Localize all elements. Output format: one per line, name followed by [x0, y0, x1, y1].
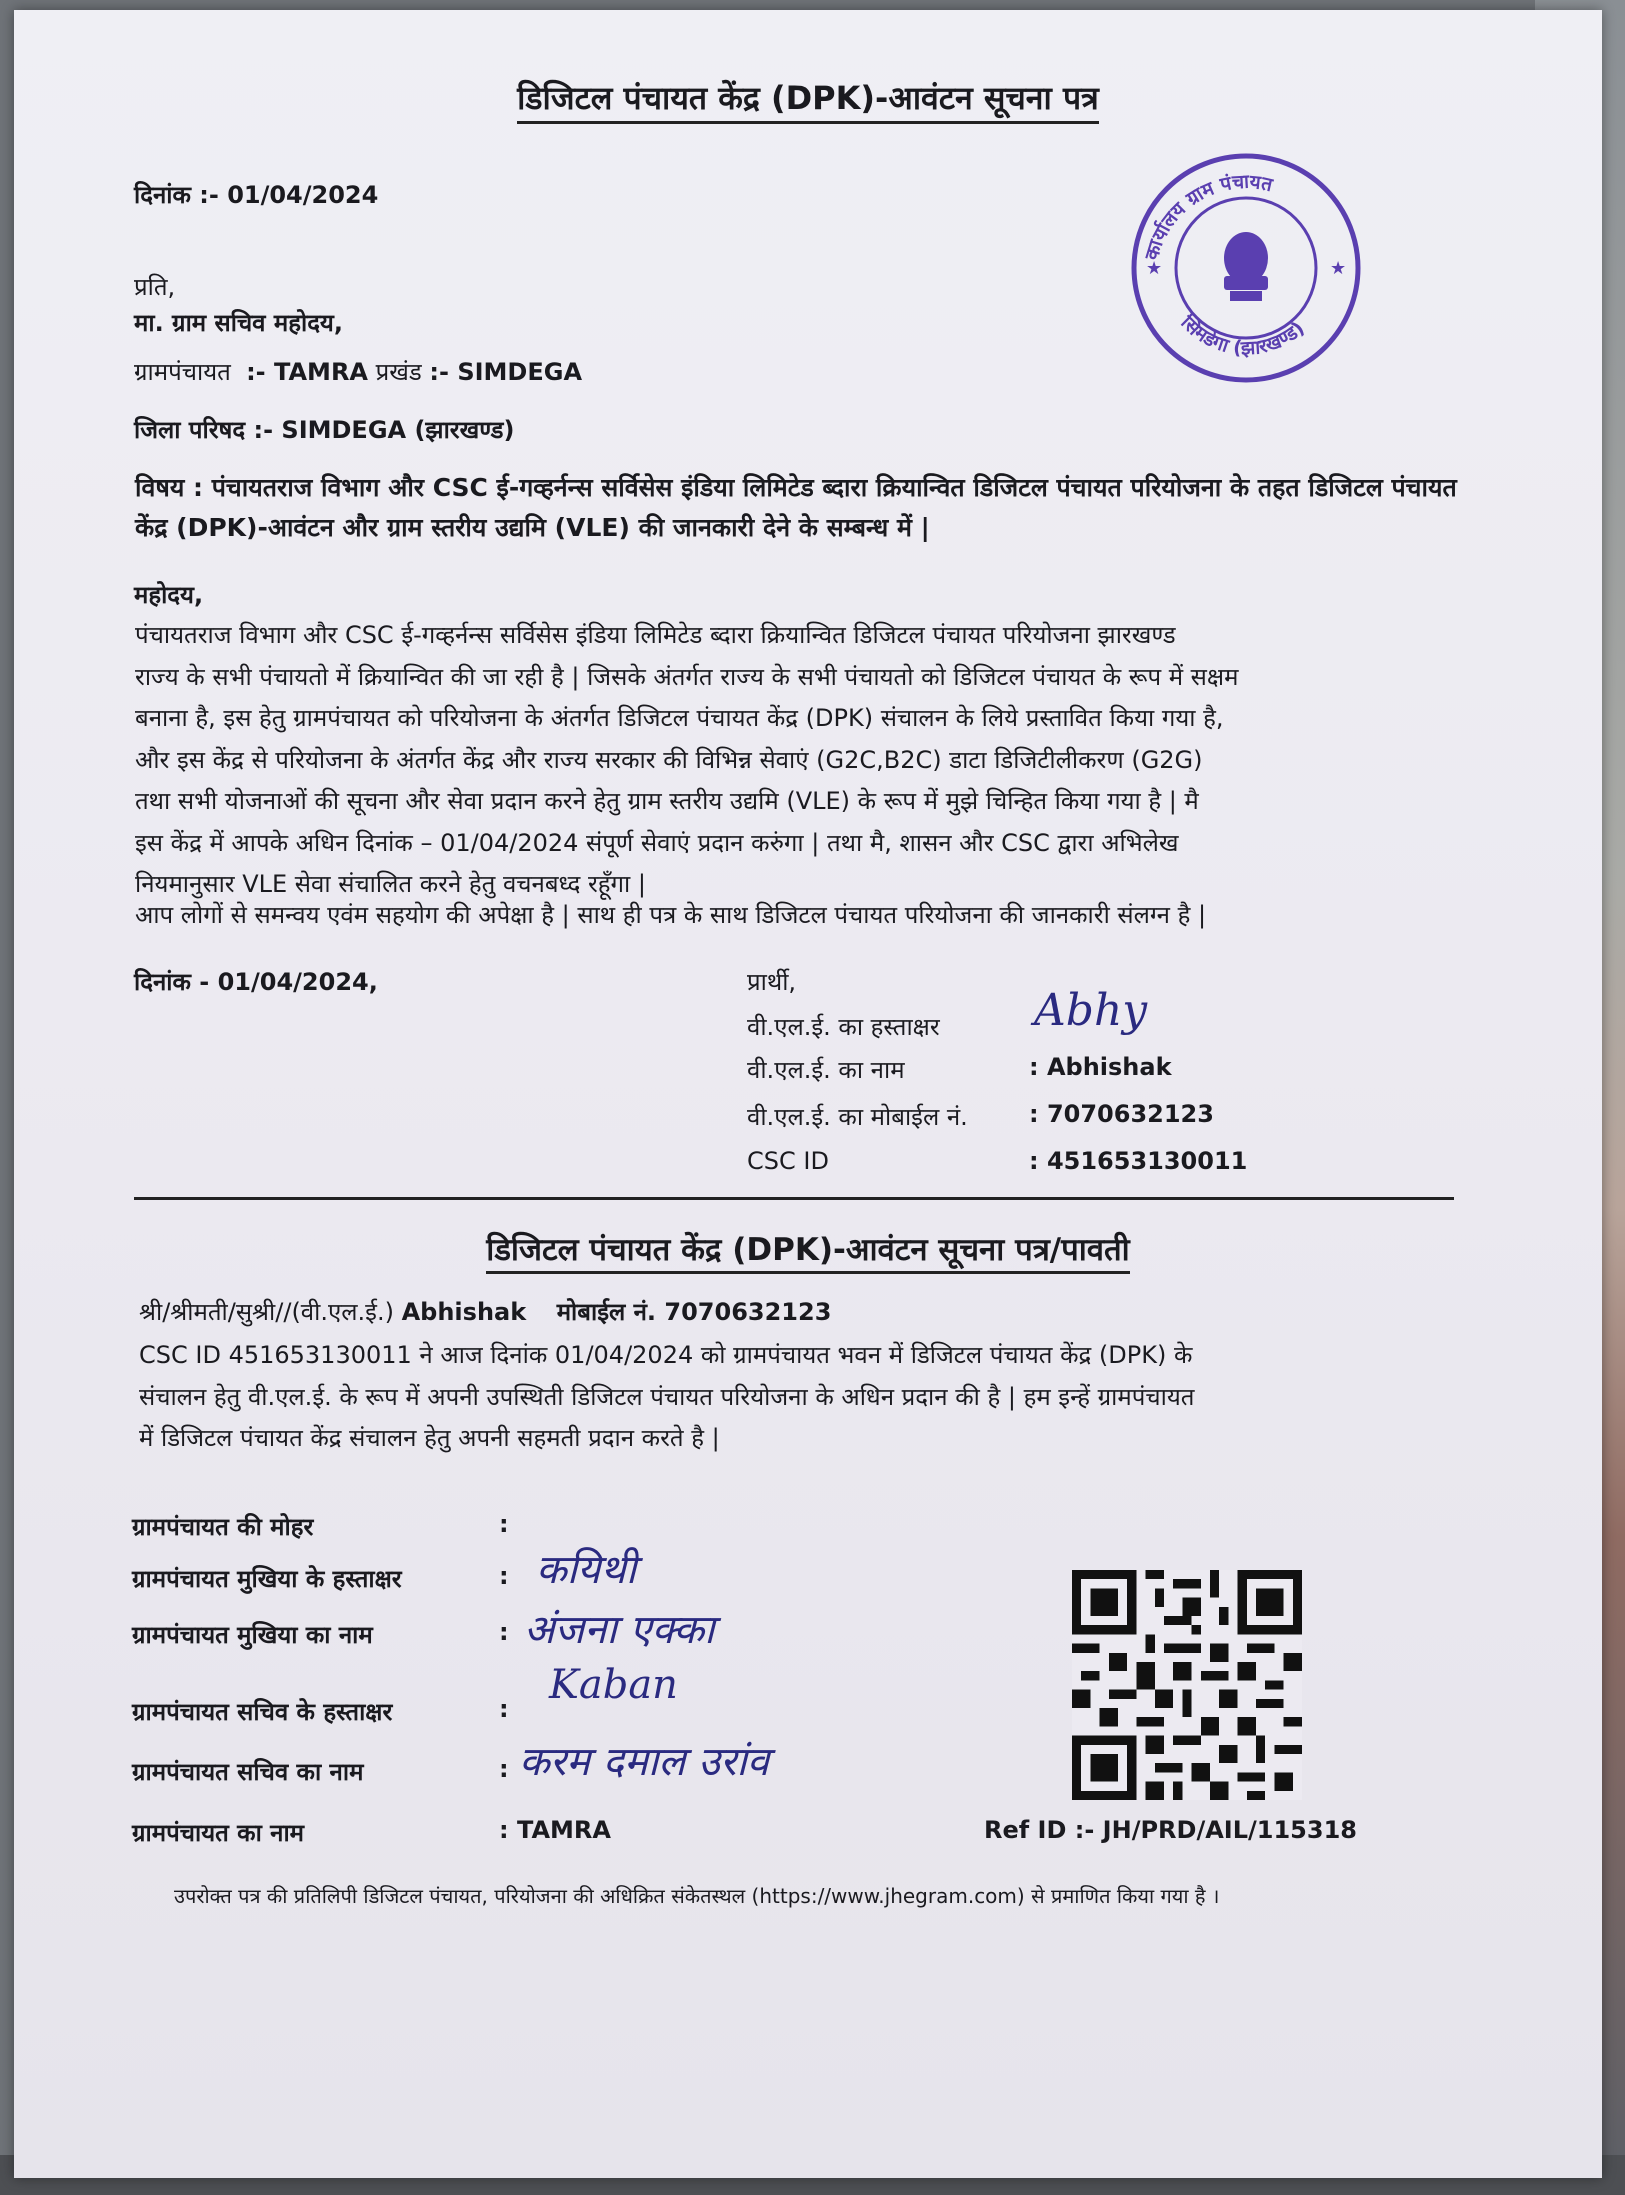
receipt-body-line: में डिजिटल पंचायत केंद्र संचालन हेतु अपनी सहमती प्रदान करते है | [139, 1424, 720, 1452]
field-label-seal: ग्रामपंचायत की मोहर [132, 1513, 314, 1541]
csc-id-label: CSC ID [747, 1147, 829, 1175]
svg-text:सिमडेगा (झारखण्ड): सिमडेगा (झारखण्ड) [1176, 311, 1309, 360]
letter-date: दिनांक :- 01/04/2024 [134, 181, 379, 209]
receipt-body [139, 1335, 1469, 1460]
receipt-vle-line: श्री/श्रीमती/सुश्री//(वी.एल.ई.) Abhishak मोबाईल नं. 7070632123 [139, 1298, 832, 1326]
field-value-panchayat-name: : TAMRA [499, 1816, 611, 1844]
field-value-seal: : [499, 1510, 509, 1538]
vle-mobile-value: : 7070632123 [1029, 1100, 1214, 1128]
field-label-mukhiya-name: ग्रामपंचायत मुखिया का नाम [132, 1621, 373, 1649]
vle-signature: Abhy [1034, 985, 1148, 1036]
receipt-body-line: CSC ID 451653130011 ने आज दिनांक 01/04/2024 को ग्रामपंचायत भवन में डिजिटल पंचायत केंद्र (DPK) के [139, 1341, 1193, 1369]
body-line: नियमानुसार VLE सेवा संचालित करने हेतु वचनबध्द रहूँगा | [135, 870, 646, 898]
field-value-secretary-name: : [499, 1755, 509, 1783]
field-label-mukhiya-signature: ग्रामपंचायत मुखिया के हस्ताक्षर [132, 1565, 402, 1593]
vle-mobile-label: वी.एल.ई. का मोबाईल नं. [747, 1103, 968, 1131]
field-value-secretary-signature: : [499, 1695, 509, 1723]
receipt-title: डिजिटल पंचायत केंद्र (DPK)-आवंटन सूचना पत्र/पावती [14, 1228, 1602, 1270]
panchayat-seal-stamp [1126, 148, 1366, 388]
salutation: महोदय, [134, 581, 204, 609]
mukhiya-signature: कयिथी [536, 1547, 637, 1593]
secretary-handwritten-name: करम दमाल उरांव [519, 1739, 769, 1785]
recipient-prefix: प्रति, [134, 273, 176, 301]
csc-id-value: : 451653130011 [1029, 1147, 1248, 1175]
receipt-body-line: संचालन हेतु वी.एल.ई. के रूप में अपनी उपस्थिती डिजिटल पंचायत परियोजना के अधिन प्रदान की है | हम इन्हें ग्रामपंचायत [139, 1382, 1195, 1411]
secretary-signature: Kaban [549, 1662, 678, 1708]
body-line: इस केंद्र में आपके अधिन दिनांक – 01/04/2024 संपूर्ण सेवाएं प्रदान करुंगा | तथा मै, शासन और CSC द्वारा अभिलेख [135, 828, 1179, 857]
document-title: डिजिटल पंचायत केंद्र (DPK)-आवंटन सूचना पत्र [14, 76, 1602, 119]
vle-signature-label: वी.एल.ई. का हस्ताक्षर [747, 1013, 940, 1041]
field-label-secretary-name: ग्रामपंचायत सचिव का नाम [132, 1758, 364, 1786]
letter-paper [14, 10, 1602, 2178]
field-label-secretary-signature: ग्रामपंचायत सचिव के हस्ताक्षर [132, 1698, 393, 1726]
sign-date: दिनांक - 01/04/2024, [134, 968, 378, 996]
body-line: तथा सभी योजनाओं की सूचना और सेवा प्रदान करने हेतु ग्राम स्तरीय उद्यमि (VLE) के रूप में मुझे चिन्हित किया गया है | मै [135, 787, 1199, 815]
gram-panchayat-line: ग्रामपंचायत :- TAMRA प्रखंड :- SIMDEGA [134, 358, 583, 386]
body-line: और इस केंद्र से परियोजना के अंतर्गत केंद्र और राज्य सरकार की विभिन्न सेवाएं (G2C,B2C) डाटा डिजिटीलीकरण (G2G) [135, 745, 1203, 774]
vle-name-value: : Abhishak [1029, 1053, 1172, 1081]
letter-subject: विषय : पंचायतराज विभाग और CSC ई-गव्हर्नन्स सर्विसेस इंडिया लिमिटेड ब्दारा क्रियान्वित डिजिटल पंचायत परियोजना के तहत डिजिटल पंचायत केंद्र (DPK)-आवंटन और ग्राम स्तरीय उद्यमि (VLE) की जानकारी देने के सम्बन्ध में | [135, 473, 1457, 542]
letter-body [135, 615, 1465, 906]
svg-text:★: ★ [1330, 258, 1347, 279]
field-value-mukhiya-signature: : [499, 1562, 509, 1590]
body-line: बनाना है, इस हेतु ग्रामपंचायत को परियोजना के अंतर्गत डिजिटल पंचायत केंद्र (DPK) संचालन के लिये प्रस्तावित किया गया है, [135, 704, 1224, 732]
reference-id: Ref ID :- JH/PRD/AIL/115318 [984, 1816, 1357, 1844]
field-value-mukhiya-name: : [499, 1618, 509, 1646]
svg-text:कार्यालय ग्राम पंचायत: कार्यालय ग्राम पंचायत [1140, 170, 1275, 263]
applicant-label: प्रार्थी, [747, 968, 797, 996]
qr-code [1072, 1570, 1302, 1800]
vle-name-label: वी.एल.ई. का नाम [747, 1056, 905, 1084]
body-line: राज्य के सभी पंचायतो में क्रियान्वित की जा रही है | जिसके अंतर्गत राज्य के सभी पंचायतो को डिजिटल पंचायत के रूप में सक्षम [135, 662, 1239, 691]
svg-text:★: ★ [1146, 258, 1163, 279]
cooperation-line: आप लोगों से समन्वय एवंम सहयोग की अपेक्षा है | साथ ही पत्र के साथ डिजिटल पंचायत परियोजना की जानकारी संलग्न है | [135, 901, 1207, 929]
field-label-panchayat-name: ग्रामपंचायत का नाम [132, 1819, 305, 1847]
footer-note: उपरोक्त पत्र की प्रतिलिपी डिजिटल पंचायत, परियोजना की अधिक्रित संकेतस्थल (https://www.jhegram.com) से प्रमाणित किया गया है । [174, 1884, 1220, 1908]
district-line: जिला परिषद :- SIMDEGA (झारखण्ड) [134, 416, 515, 444]
addressee: मा. ग्राम सचिव महोदय, [134, 309, 343, 337]
mukhiya-handwritten-name: अंजना एक्का [524, 1607, 715, 1653]
section-divider [134, 1197, 1454, 1200]
body-line: पंचायतराज विभाग और CSC ई-गव्हर्नन्स सर्विसेस इंडिया लिमिटेड ब्दारा क्रियान्वित डिजिटल पंचायत परियोजना झारखण्ड [135, 621, 1176, 649]
